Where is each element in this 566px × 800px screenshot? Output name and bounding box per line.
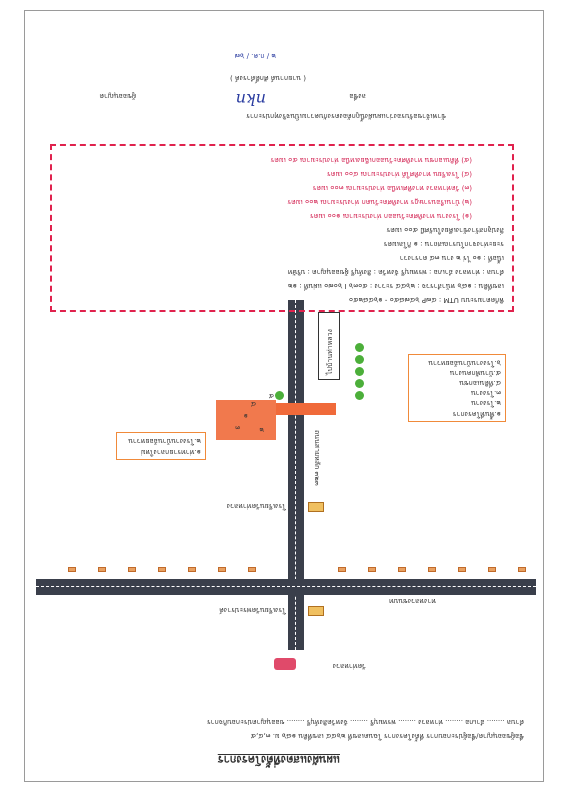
project-number-2: ๒	[259, 426, 264, 434]
cross-road-label: ทางหลวงชนบท	[389, 597, 436, 605]
callout-right-item: ๓.โรงงาน	[470, 389, 501, 397]
callout-right-title: ๑.พื้นที่โครงการ	[452, 410, 501, 418]
road-post	[188, 567, 196, 572]
road-post	[488, 567, 496, 572]
cross-road-horizontal	[36, 579, 536, 595]
project-number-4: ๔	[250, 400, 256, 408]
road-post	[458, 567, 466, 572]
sign-label: ลงชื่อ	[349, 92, 366, 100]
road-post	[128, 567, 136, 572]
position-label: ผู้ขออนุญาต	[99, 92, 136, 100]
direction-arrow-icon	[318, 312, 340, 380]
callout-left-title: ๑.ท่าทรายกลางใหม่	[140, 448, 201, 456]
project-area	[216, 400, 276, 440]
callout-right	[408, 354, 506, 422]
map-area	[36, 290, 536, 700]
road-post	[338, 567, 346, 572]
project-access-road	[276, 403, 336, 415]
temple-icon	[274, 658, 296, 670]
callout-right-item: ๒.โรงงาน	[471, 399, 501, 407]
info-red-line: (๒) บ้านเรือนราษฎร ทางทิศตะวันตก ห่างประมาณ ๒๐๐ เมตร	[287, 198, 472, 206]
landmark-top: วัดท่าหลวง	[332, 662, 366, 670]
callout-right-item: ๖.โรงงานบ้านอ้อยหวาน	[428, 359, 501, 367]
info-line: ระยะห่างจากโบราณสถาน : ๑ กิโลเมตร	[383, 240, 504, 248]
main-road-centerline	[295, 300, 296, 650]
info-red-line: (๓) วัดท่าหลวง ทางทิศเหนือ ห่างประมาณ ๓๐๐ เมตร	[312, 184, 472, 192]
info-line: พิกัดตามระบบ UTM : ๔๗P ๖๔๗๘๕๐ - ๑๖๔๘๒๕๐	[348, 296, 504, 304]
road-post	[518, 567, 526, 572]
project-number-3: ๓	[235, 424, 240, 432]
callout-left	[116, 432, 206, 460]
project-number-1: ๑	[243, 412, 248, 420]
tree-icon	[355, 367, 364, 376]
info-red-line: (๕) ที่ดินเอกชน ทางทิศตะวันออกเฉียงเหนือ ห่างประมาณ ๕๐ เมตร	[270, 156, 472, 164]
landmark-school-1: โรงเรียนวัดพระปรางค์	[219, 606, 286, 614]
info-line: ตำบล : ท่าหลวง อำเภอ : พรหมบุรี จังหวัด : สิงห์บุรี ผู้ขออนุญาต : บริษัท	[287, 268, 504, 276]
cross-road-centerline	[36, 586, 536, 587]
callout-right-item: ๔.ที่ดินเอกชน	[459, 379, 501, 387]
main-road-label: ถนนสายหลัก ๓๒๓	[313, 430, 321, 486]
school-icon	[308, 606, 324, 616]
signer-name: ( นายกานต์ ศักดิ์ดำรงค์ )	[229, 74, 306, 82]
road-post	[428, 567, 436, 572]
signature: nkn	[235, 90, 266, 109]
road-post	[398, 567, 406, 572]
road-post	[98, 567, 106, 572]
tree-icon	[355, 343, 364, 352]
info-line: เลขที่ดิน : ๑๘๖ หน้าสำรวจ : ๒๖๔๔ ระวาง : ๕๐๓๖ I ๖๐๗๐ แผ่นที่ : ๑๒	[287, 282, 504, 290]
road-post	[68, 567, 76, 572]
road-post	[218, 567, 226, 572]
info-line: เนื้อที่ : ๑๐ ไร่ ๒ งาน ๓๔ ตารางวา	[399, 254, 504, 262]
tree-icon	[355, 355, 364, 364]
project-number-5: ๕	[268, 392, 274, 400]
document-title: แผนผังแสดงที่ตั้งโครงการ	[217, 753, 340, 766]
main-road-vertical	[288, 300, 304, 650]
callout-right-item: ๕.บ้านพักคนงาน	[449, 369, 501, 377]
road-post	[158, 567, 166, 572]
info-red-line: (๔) โรงเรียน ทางทิศใต้ ห่างประมาณ ๔๐๐ เมตร	[327, 170, 472, 178]
tree-icon	[355, 379, 364, 388]
sign-date: ๒ / ก.ค. / ๖๗	[234, 52, 276, 60]
callout-left-sub: ๒.โรงงานบ้านอ้อยหวาน	[128, 437, 201, 445]
info-box	[50, 144, 514, 312]
info-red-line: (๑) โรงงาน ทางทิศตะวันออก ห่างประมาณ ๑๐๐ เมตร	[309, 212, 472, 220]
school-icon	[308, 502, 324, 512]
certify-statement: ข้าพเจ้าขอรับรองว่าแผนผังนี้ถูกต้องตรงกับความเป็นจริงทุกประการ	[246, 112, 446, 120]
direction-arrow-label: ไปบ้านท่าหลวง	[326, 329, 334, 375]
tree-icon	[355, 391, 364, 400]
info-line: สิ่งปลูกสร้างข้างเคียงในรัศมี ๕๐๐ เมตร	[386, 226, 504, 234]
road-post	[368, 567, 376, 572]
tree-icon	[275, 391, 284, 400]
header-line-1: ชื่อผู้ขออนุญาต/ชื่อผู้ประกอบการ ที่ตั้งโครงการ โฉนดเลขที่ ๒๖๔๔ เลขที่ดิน ๑๘๖ ม. ๓,๔,๕	[250, 732, 524, 740]
landmark-school-2: โรงเรียนวัดท่าหลวง	[226, 502, 286, 510]
road-post	[248, 567, 256, 572]
header-line-2: ตำบล ........ อำเภอ ........ ท่าหลวง ........ พรหมบุรี ........ จังหวัดสิงห์บุรี ........ ขออนุญาตประกอบกิจการ	[206, 718, 524, 726]
